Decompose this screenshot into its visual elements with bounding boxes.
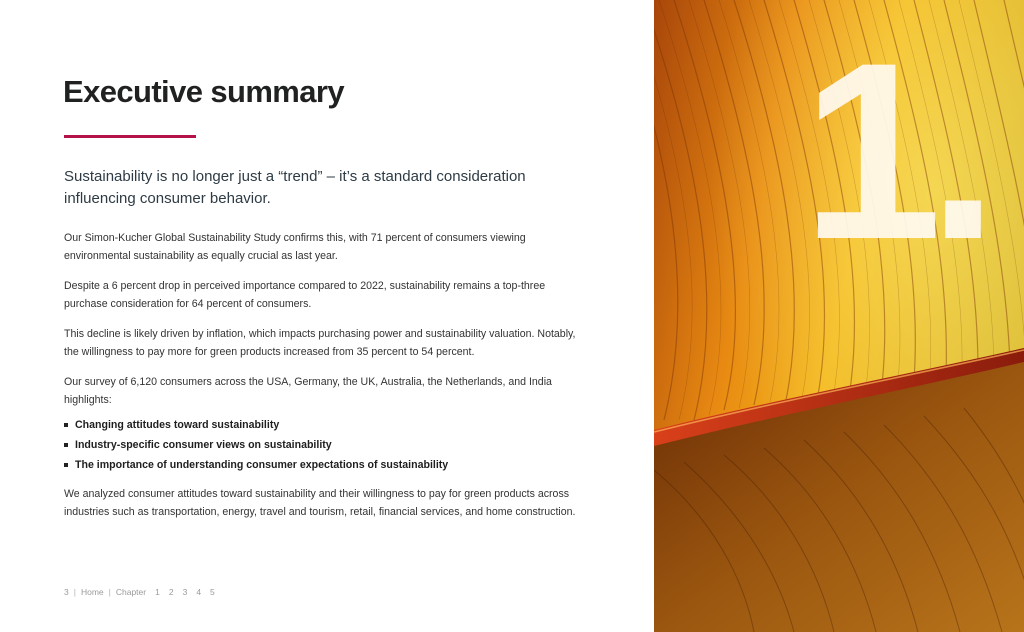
chapter-link-5[interactable]: 5 [210, 587, 215, 597]
cover-image-panel [654, 0, 1024, 632]
separator: | [108, 587, 111, 597]
chapter-link-1[interactable]: 1 [155, 587, 160, 597]
highlights-list [64, 415, 586, 475]
chapter-label: Chapter [115, 587, 147, 597]
title-accent-rule [64, 135, 196, 138]
chapter-link-4[interactable]: 4 [196, 587, 202, 597]
body-text [64, 229, 586, 533]
lead-statement: Sustainability is no longer just a “trend” – it’s a standard consideration influencing consumer behavior. [64, 168, 526, 207]
paragraph-3: This decline is likely driven by inflation, which impacts purchasing power and sustainability valuation. Notably, the willingness to pay more for green products increased from 35 percent to 54 percent. [64, 328, 576, 358]
paragraph-4: Our survey of 6,120 consumers across the USA, Germany, the UK, Australia, the Netherlands, and India highlights: [64, 376, 552, 406]
chapter-link-3[interactable]: 3 [182, 587, 188, 597]
chapter-number: 1. [802, 11, 985, 292]
page-title: Executive summary [63, 74, 345, 109]
home-link[interactable]: Home [80, 587, 104, 597]
closing-paragraph: We analyzed consumer attitudes toward sustainability and their willingness to pay for green products across industries such as transportation, energy, travel and tourism, retail, financial services, and home construction. [64, 488, 576, 518]
separator: | [73, 587, 76, 597]
list-item: Changing attitudes toward sustainability [64, 415, 586, 435]
chapter-link-2[interactable]: 2 [168, 587, 174, 597]
page-number: 3 [64, 587, 69, 597]
paragraph-2: Despite a 6 percent drop in perceived importance compared to 2022, sustainability remains a top-three purchase consideration for 64 percent of consumers. [64, 280, 546, 310]
list-item: Industry-specific consumer views on sustainability [64, 435, 586, 455]
list-item: The importance of understanding consumer expectations of sustainability [64, 455, 586, 475]
page-footer-nav [64, 587, 215, 597]
paragraph-1: Our Simon-Kucher Global Sustainability Study confirms this, with 71 percent of consumers viewing environmental sustainability as equally crucial as last year. [64, 232, 526, 262]
